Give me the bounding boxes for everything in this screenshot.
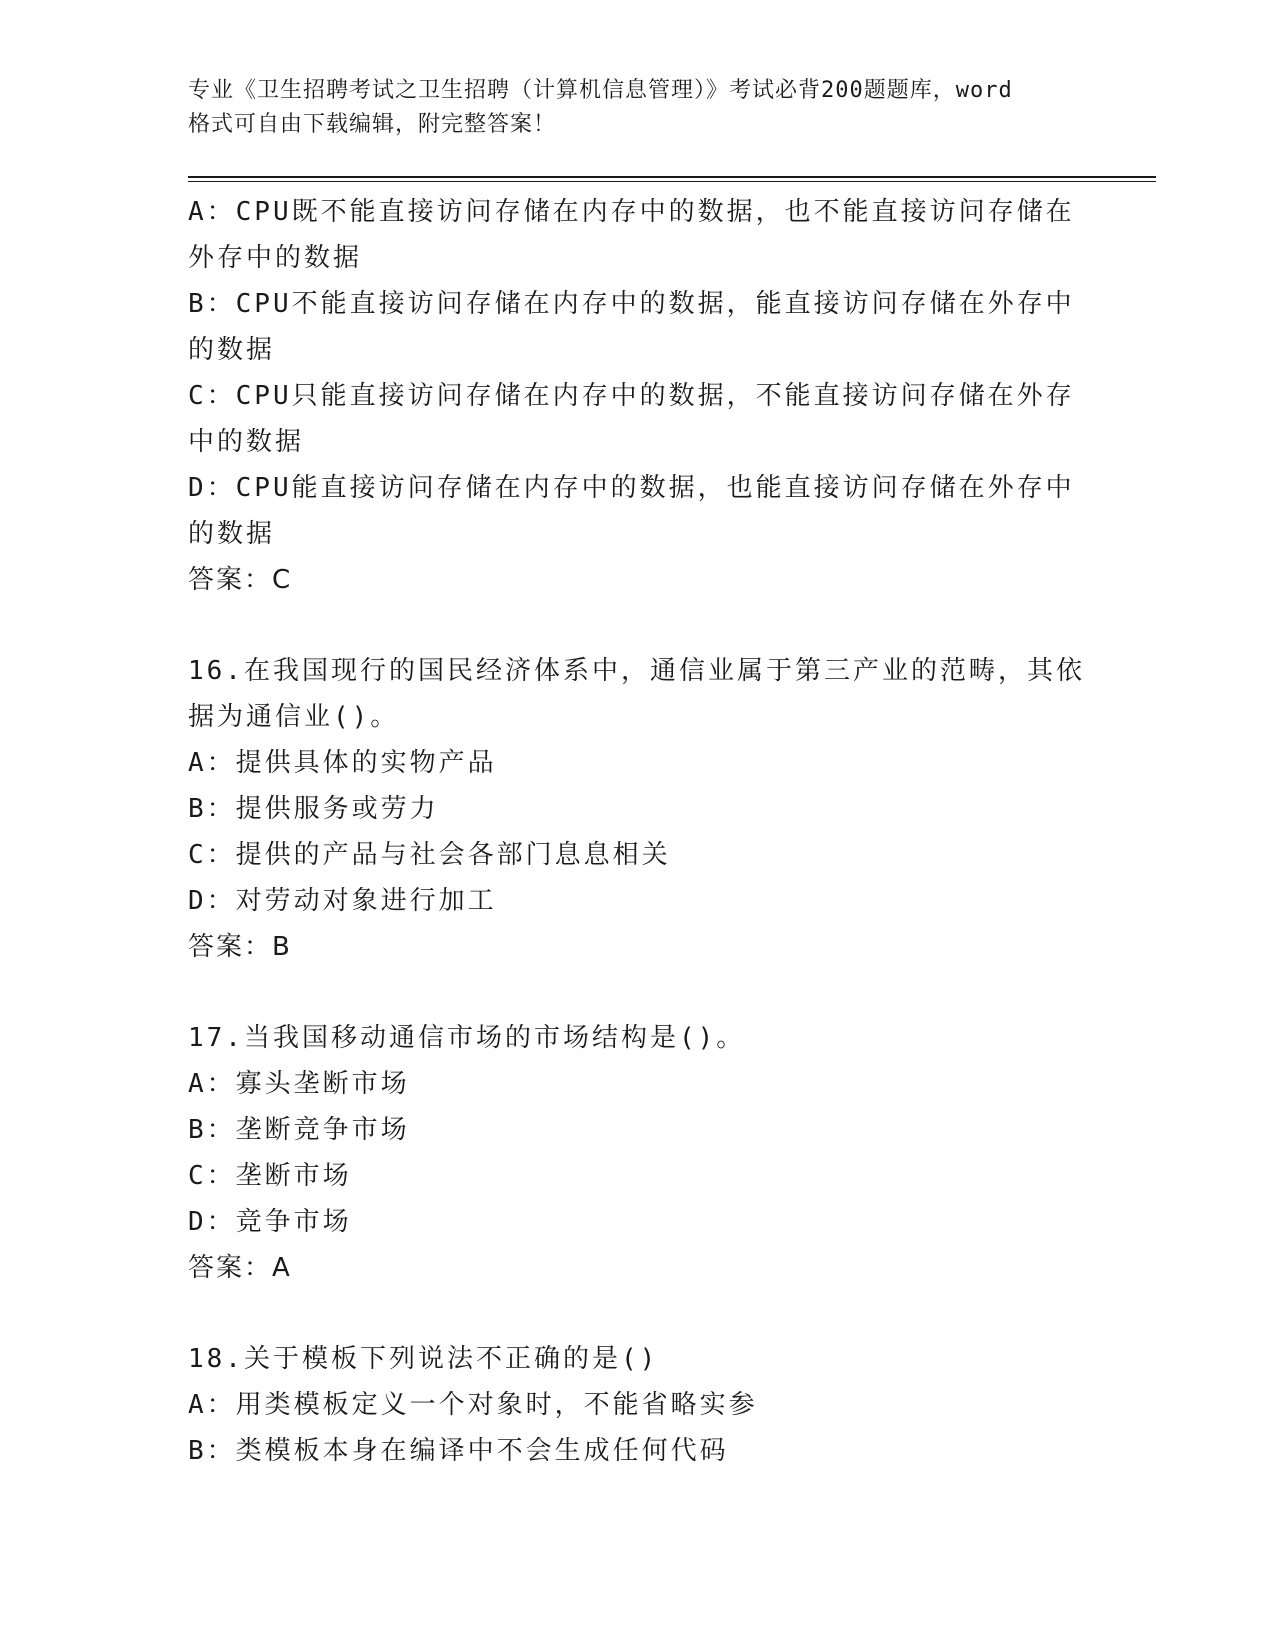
answer-line: 答案：C (188, 565, 293, 595)
option-a-line-1: A：CPU既不能直接访问存储在内存中的数据，也不能直接访问存储在 (188, 197, 1075, 227)
answer-line: 答案：B (188, 932, 292, 962)
option-a: A：用类模板定义一个对象时，不能省略实参 (188, 1390, 758, 1420)
option-d: D：对劳动对象进行加工 (188, 886, 497, 916)
option-a: A：提供具体的实物产品 (188, 748, 497, 778)
option-a-line-2: 外存中的数据 (188, 243, 363, 273)
option-c-line-2: 中的数据 (188, 427, 305, 457)
option-d: D：竞争市场 (188, 1207, 352, 1237)
option-b-line-2: 的数据 (188, 335, 276, 365)
header-divider (188, 176, 1156, 182)
question-stem: 17.当我国移动通信市场的市场结构是()。 (188, 1023, 746, 1053)
option-c: C：提供的产品与社会各部门息息相关 (188, 840, 671, 870)
option-c: C：垄断市场 (188, 1161, 352, 1191)
question-16 (188, 648, 1085, 970)
spacer (188, 970, 1068, 1015)
option-d-line-1: D：CPU能直接访问存储在内存中的数据，也能直接访问存储在外存中 (188, 473, 1075, 503)
question-stem: 18.关于模板下列说法不正确的是() (188, 1344, 659, 1374)
question-17 (188, 1015, 1068, 1291)
option-c-line-1: C：CPU只能直接访问存储在内存中的数据，不能直接访问存储在外存 (188, 381, 1075, 411)
question-list (188, 189, 1085, 1474)
option-b: B：类模板本身在编译中不会生成任何代码 (188, 1436, 729, 1466)
option-b: B：垄断竞争市场 (188, 1115, 410, 1145)
option-b: B：提供服务或劳力 (188, 794, 439, 824)
option-a: A：寡头垄断市场 (188, 1069, 410, 1099)
question-18 (188, 1336, 1068, 1474)
document-header (188, 74, 1088, 142)
question-stem-line-1: 16.在我国现行的国民经济体系中，通信业属于第三产业的范畴，其依 (188, 656, 1085, 686)
header-title-line-1: 专业《卫生招聘考试之卫生招聘（计算机信息管理）》考试必背200题题库，word (188, 78, 1013, 103)
question-stem-line-2: 据为通信业()。 (188, 702, 400, 732)
option-b-line-1: B：CPU不能直接访问存储在内存中的数据，能直接访问存储在外存中 (188, 289, 1075, 319)
question-15 (188, 189, 1075, 603)
option-d-line-2: 的数据 (188, 519, 276, 549)
spacer (188, 1291, 1068, 1336)
answer-line: 答案：A (188, 1253, 292, 1283)
header-title-line-2: 格式可自由下载编辑，附完整答案！ (188, 112, 557, 137)
spacer (188, 603, 1068, 648)
